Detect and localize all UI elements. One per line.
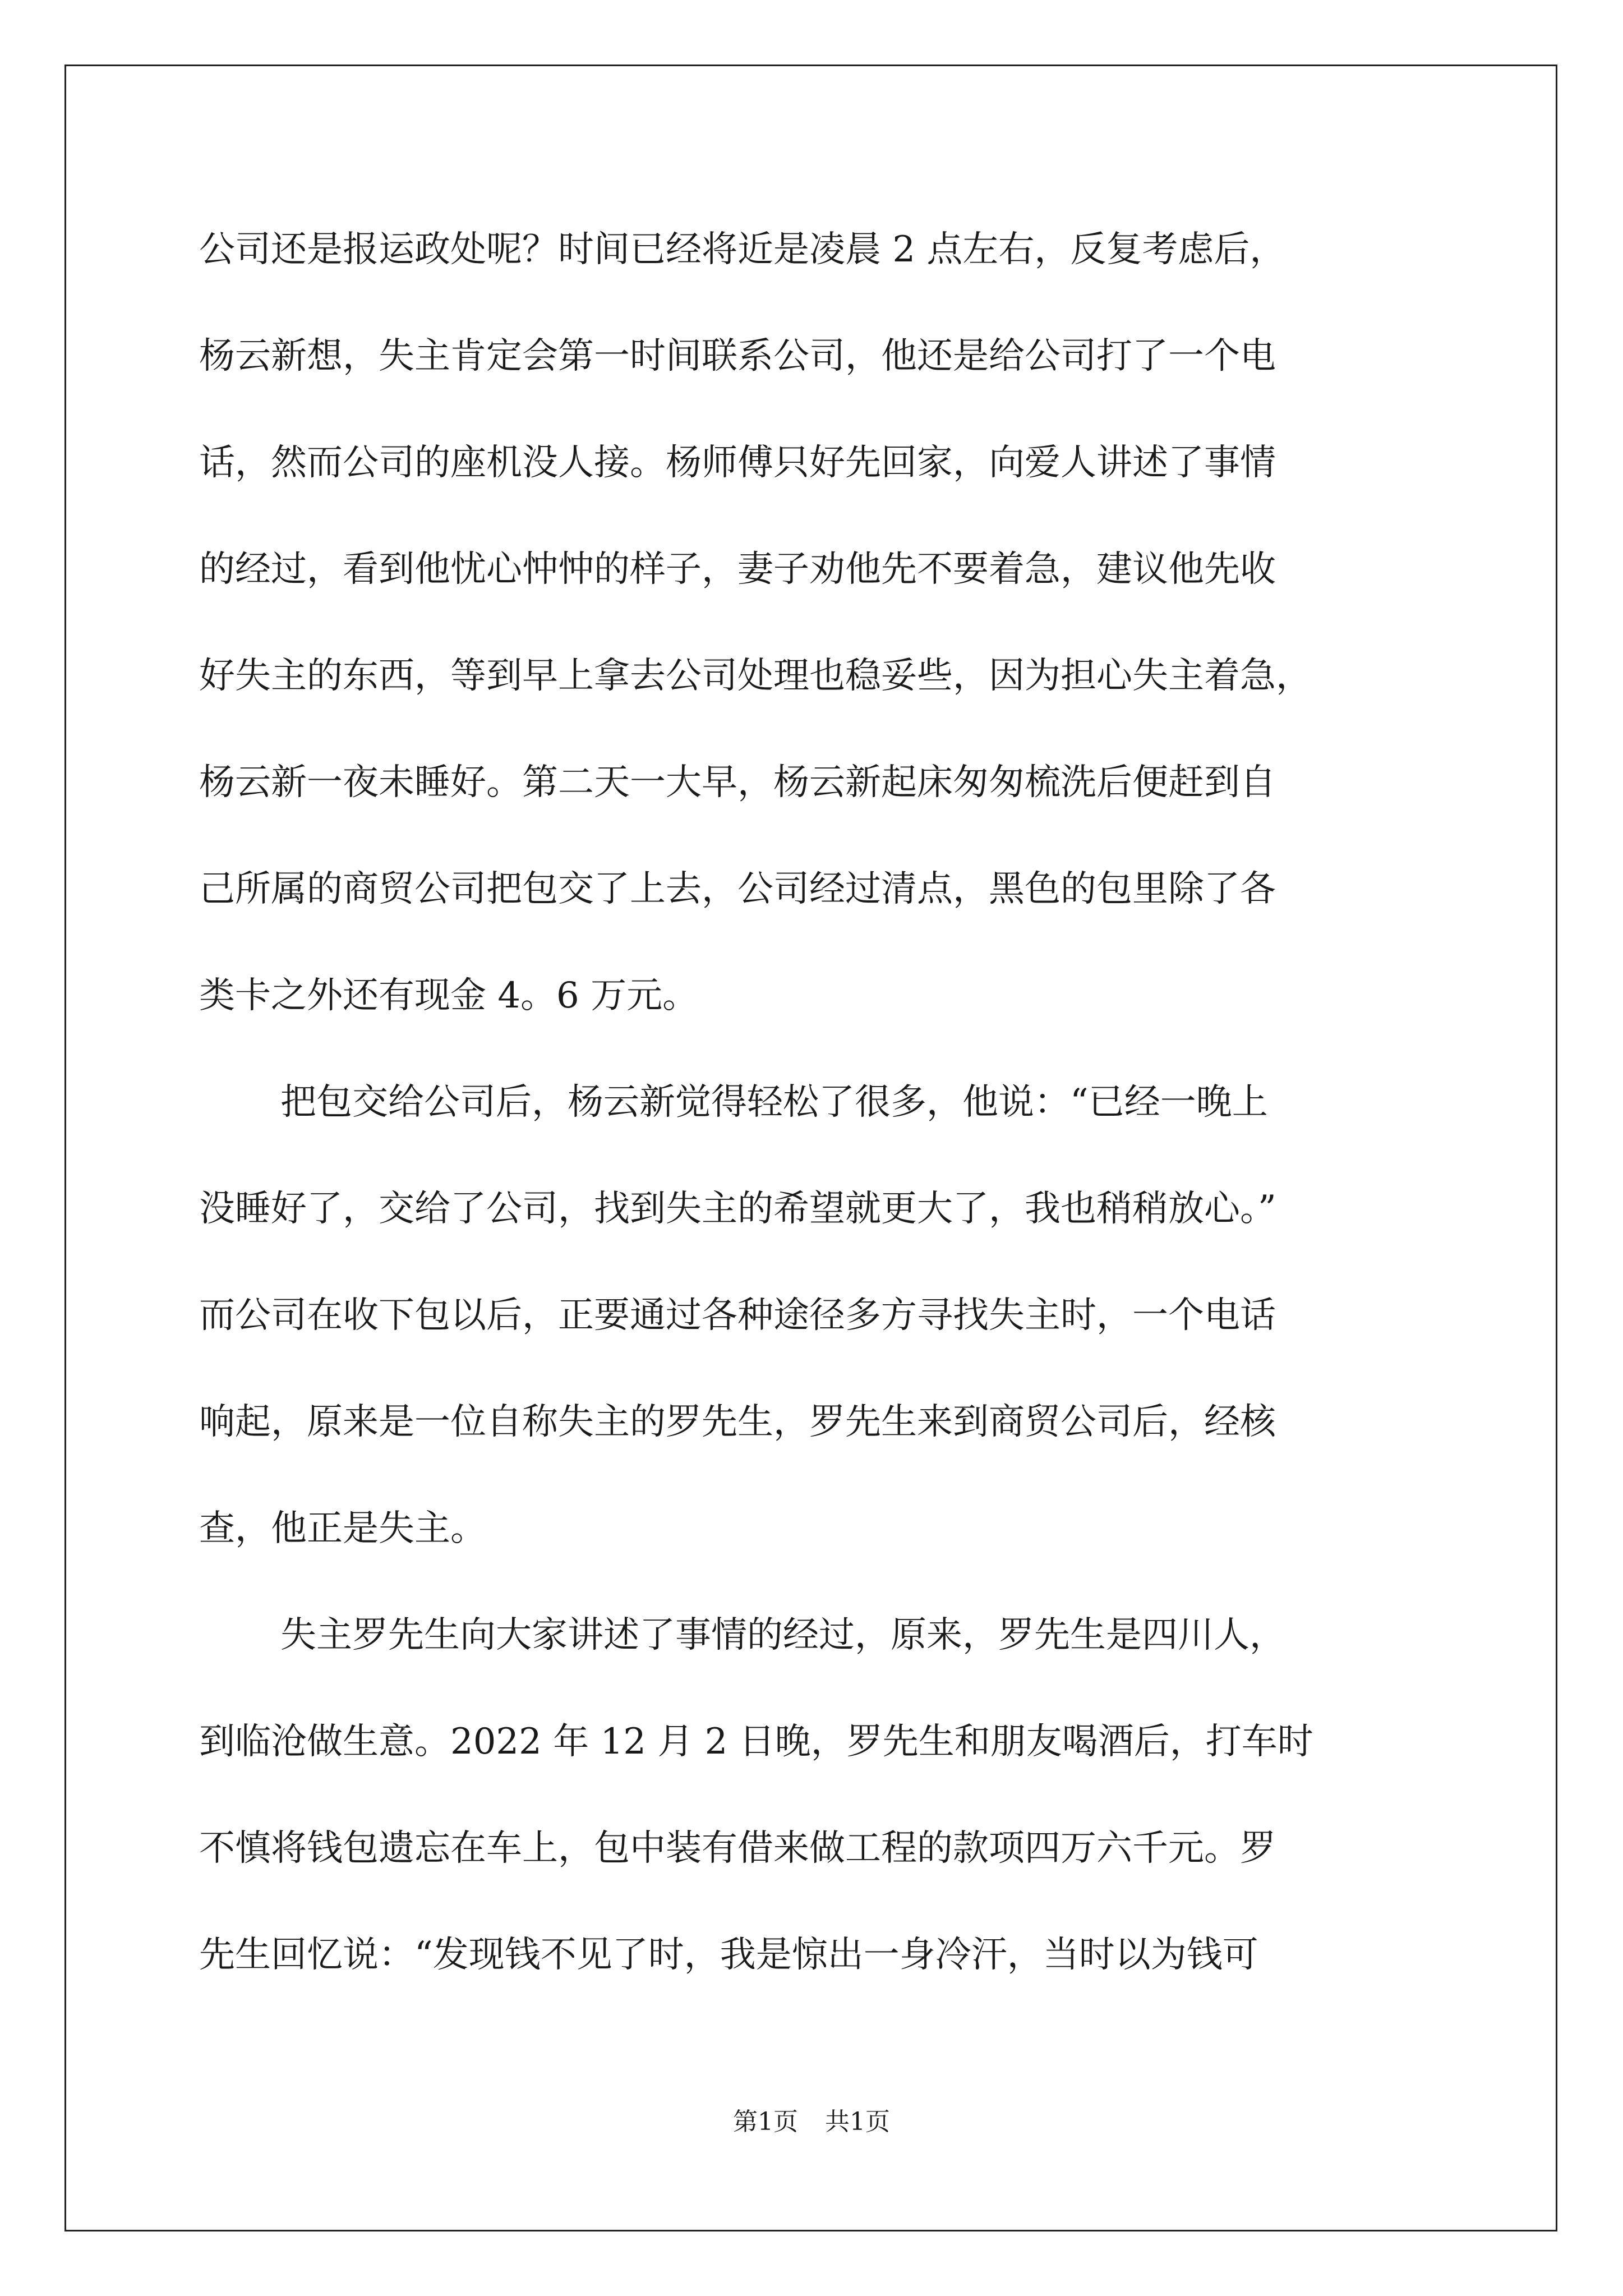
page-number: 第1页 — [733, 2108, 798, 2136]
text-line: 没睡好了，交给了公司，找到失主的希望就更大了，我也稍稍放心。” — [199, 1188, 1276, 1230]
text-line: 不慎将钱包遗忘在车上，包中装有借来做工程的款项四万六千元。罗 — [199, 1828, 1276, 1869]
text-line: 公司还是报运政处呢？时间已经将近是凌晨 2 点左右，反复考虑后， — [199, 229, 1286, 270]
document-body — [199, 196, 1433, 2008]
page-total: 共1页 — [825, 2108, 890, 2136]
text-line: 把包交给公司后，杨云新觉得轻松了很多，他说：“已经一晚上 — [280, 1082, 1268, 1123]
text-line: 而公司在收下包以后，正要通过各种途径多方寻找失主时，一个电话 — [199, 1295, 1276, 1336]
page-footer — [0, 2105, 1623, 2139]
text-line: 的经过，看到他忧心忡忡的样子，妻子劝他先不要着急，建议他先收 — [199, 549, 1276, 590]
text-line: 响起，原来是一位自称失主的罗先生，罗先生来到商贸公司后，经核 — [199, 1401, 1276, 1443]
text-line: 失主罗先生向大家讲述了事情的经过，原来，罗先生是四川人， — [280, 1614, 1285, 1656]
text-line: 到临沧做生意。2022 年 12 月 2 日晚，罗先生和朋友喝酒后，打车时 — [199, 1721, 1313, 1763]
text-line: 杨云新想，失主肯定会第一时间联系公司，他还是给公司打了一个电 — [199, 335, 1276, 377]
text-line: 查，他正是失主。 — [199, 1508, 486, 1549]
text-line: 类卡之外还有现金 4。6 万元。 — [199, 975, 699, 1016]
text-line: 好失主的东西，等到早上拿去公司处理也稳妥些，因为担心失主着急， — [199, 655, 1312, 697]
text-line: 杨云新一夜未睡好。第二天一大早，杨云新起床匆匆梳洗后便赶到自 — [199, 762, 1276, 803]
text-line: 先生回忆说：“发现钱不见了时，我是惊出一身冷汗，当时以为钱可 — [199, 1934, 1258, 1976]
text-line: 己所属的商贸公司把包交了上去，公司经过清点，黑色的包里除了各 — [199, 868, 1276, 910]
text-line: 话，然而公司的座机没人接。杨师傅只好先回家，向爱人讲述了事情 — [199, 442, 1276, 484]
